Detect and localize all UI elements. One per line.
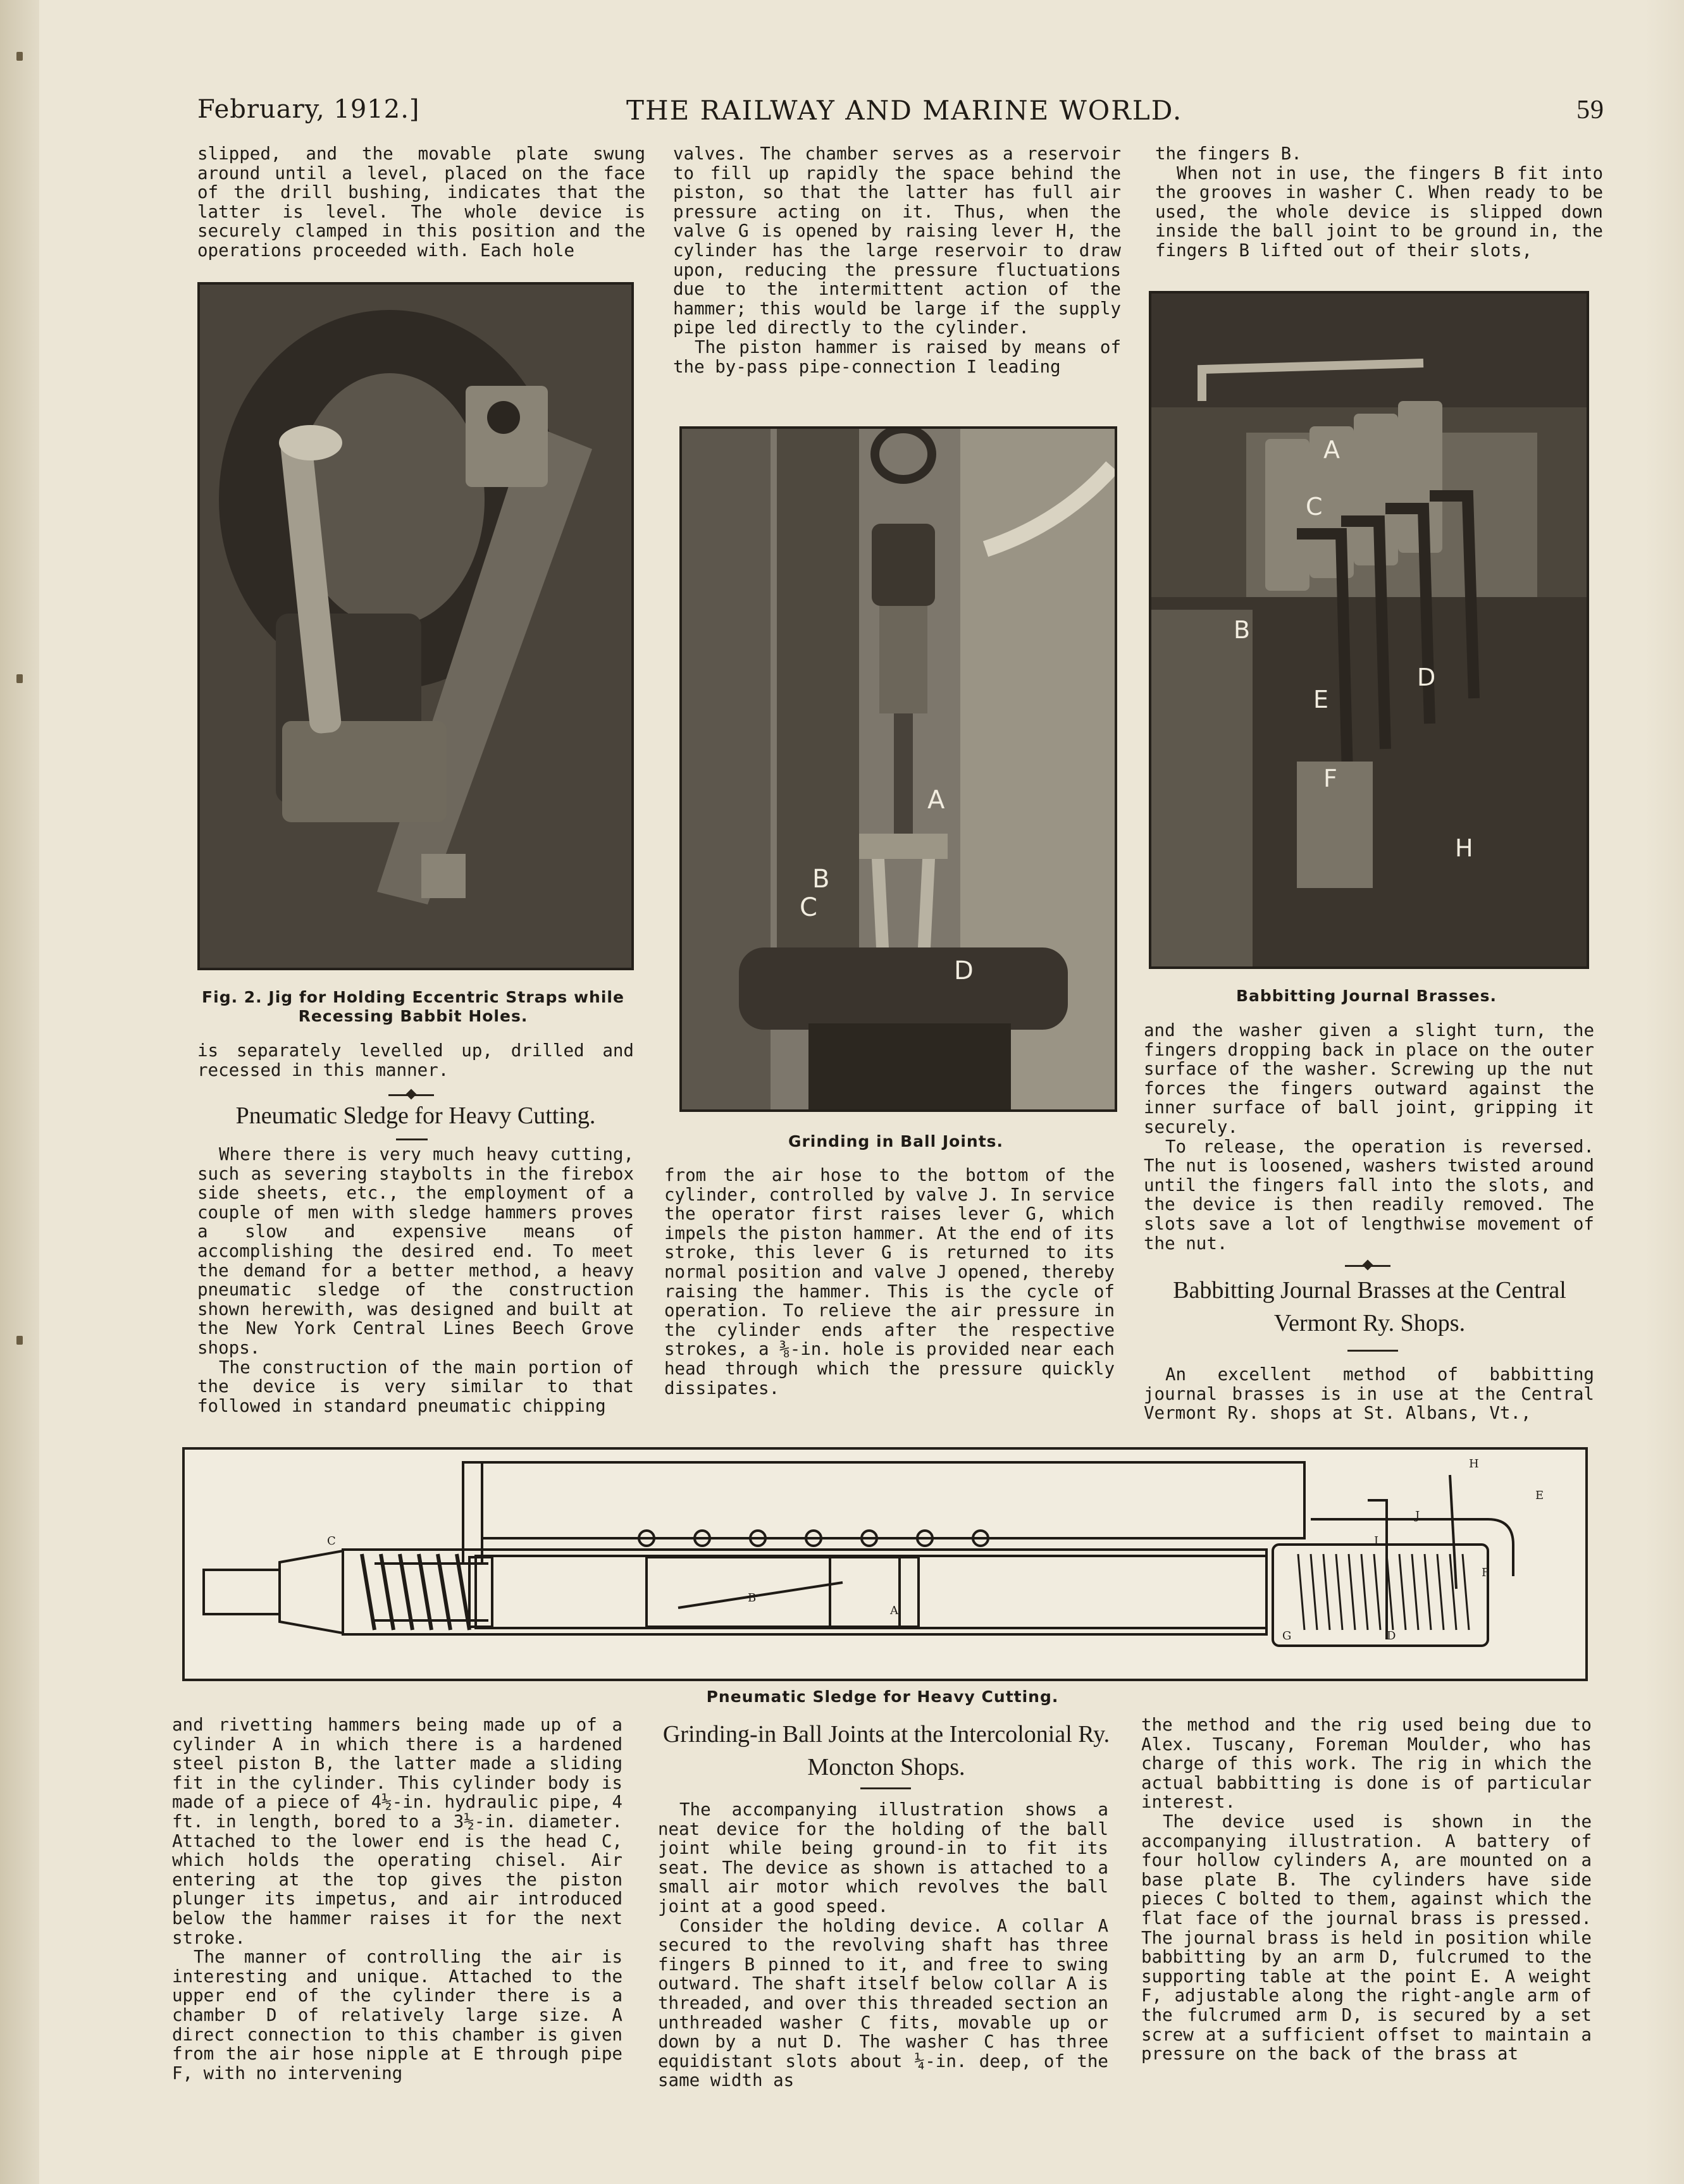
babbit-label-f: F [1323, 765, 1337, 793]
paragraph: Consider the holding device. A collar A secured to the revolving shaft has three fingers B pinned to it, and free to swing outward. The shaft itself below collar A is threaded, and over this threaded section an unthreaded washer C fits, movable up or down by a nut D. The washer C has three equidistant slots about ¼-in. deep, of the same width as [658, 1915, 1108, 2091]
paragraph: from the air hose to the bottom of the cylinder, controlled by valve J. In service the operator first raises lever G, which impels the piston hammer. At the end of its stroke, this lever G is returned to its normal position and valve J opened, thereby raising the hammer. This is the cycle of operation. To relieve the air pressure in the cylinder ends after the respective strokes, a ⅜-in. hole is provided near each head through which the pressure quickly dissipates. [664, 1165, 1115, 1398]
paragraph: the fingers B. [1155, 144, 1302, 164]
babbit-label-c: C [1306, 493, 1323, 521]
sledge-label-f: F [1482, 1566, 1490, 1579]
column-3-top [1155, 144, 1603, 261]
binding-margin [0, 0, 39, 2184]
jig-photo [197, 282, 634, 970]
heading-rule [1347, 1350, 1398, 1352]
paragraph: the method and the rig used being due to Alex. Tuscany, Foreman Moulder, who has charge of this work. The rig in which the actual babbitting is done is of particular interest. [1141, 1715, 1592, 1813]
column-1-bottom [172, 1715, 622, 2083]
sledge-label-e: E [1535, 1489, 1544, 1502]
column-1-top [197, 144, 645, 261]
sledge-diagram-drawing [185, 1450, 1585, 1679]
paragraph: The piston hammer is raised by means of the by-pass pipe-connection I leading [673, 336, 1121, 377]
paragraph: An excellent method of babbitting journal brasses is in use at the Central Vermont Ry. shops at St. Albans, Vt., [1144, 1364, 1594, 1424]
sledge-label-a: A [890, 1604, 898, 1617]
paragraph: slipped, and the movable plate swung around until a level, placed on the face of the drill bushing, indicates that the latter is level. The whole device is securely clamped in this position and the operations proceeded with. Each hole [197, 144, 645, 261]
binding-stitch [16, 52, 23, 61]
section-separator [388, 1094, 434, 1096]
heading-rule [860, 1787, 911, 1789]
column-2-bottom [658, 1800, 1108, 2090]
column-2-top [673, 144, 1121, 376]
column-1-mid2 [197, 1145, 634, 1416]
ball-joint-caption: Grinding in Ball Joints. [788, 1132, 1004, 1151]
ball-label-a: A [927, 786, 945, 815]
paragraph: is separately levelled up, drilled and recessed in this manner. [197, 1040, 634, 1080]
babbit-label-b: B [1234, 616, 1251, 644]
sledge-label-i: I [1374, 1534, 1379, 1548]
binding-stitch [16, 674, 23, 683]
publication-title: THE RAILWAY AND MARINE WORLD. [626, 95, 1183, 126]
fig2-caption: Fig. 2. Jig for Holding Eccentric Straps while Recessing Babbit Holes. [202, 988, 624, 1025]
babbitting-photo [1149, 291, 1589, 969]
sledge-label-c: C [327, 1534, 336, 1548]
babbitting-heading: Babbitting Journal Brasses at the Central Vermont Ry. Shops. [1173, 1277, 1566, 1336]
issue-date: February, 1912.] [197, 95, 420, 124]
babbit-label-e: E [1313, 686, 1329, 713]
grinding-heading: Grinding-in Ball Joints at the Intercolonial Ry. Moncton Shops. [662, 1721, 1110, 1780]
paragraph: valves. The chamber serves as a reservoir to fill up rapidly the space behind the piston, so that the latter has full air pressure acting on it. Thus, when the valve G is opened by raising lever H, the cylinder has the large reservoir to draw upon, reducing the pressure fluctuations due to the intermittent action of the hammer; this would be large if the supply pipe led directly to the cylinder. [673, 144, 1121, 338]
heading-rule [396, 1138, 428, 1140]
column-3-bottom [1141, 1715, 1592, 2064]
paragraph: and the washer given a slight turn, the fingers dropping back in place on the outer surface of the washer. Screwing up the nut forces the fingers outward against the inner surface of ball joint, gripping it securely. [1144, 1020, 1594, 1137]
column-2-mid [664, 1166, 1115, 1398]
sledge-label-g: G [1282, 1629, 1292, 1643]
paragraph: When not in use, the fingers B fit into the grooves in washer C. When ready to be used, the whole device is slipped down inside the ball joint to be ground in, the fingers B lifted out of their slots, [1155, 163, 1603, 261]
babbit-label-a: A [1323, 436, 1340, 464]
ball-joint-photo [679, 426, 1117, 1112]
ball-label-b: B [812, 865, 830, 894]
jig-photo-illustration [200, 285, 631, 968]
babbit-label-d: D [1417, 663, 1436, 691]
paragraph: Where there is very much heavy cutting, such as severing staybolts in the firebox side sheets, etc., the employment of a couple of men with sledge hammers proves a slow and expensive means of accomplishing the desired end. To meet the demand for a better method, a heavy pneumatic sledge of the construction shown herewith, was designed and built at the New York Central Lines Beech Grove shops. [197, 1144, 634, 1358]
column-1-mid [197, 1041, 634, 1080]
paragraph: The manner of controlling the air is interesting and unique. Attached to the upper end of the cylinder there is a chamber D of relatively large size. A direct connection to this chamber is given from the air hose nipple at E through pipe F, with no intervening [172, 1947, 622, 2083]
binding-stitch [16, 1336, 23, 1345]
ball-joint-photo-illustration [682, 429, 1115, 1109]
section-separator [1345, 1265, 1390, 1267]
babbitting-photo-illustration [1151, 293, 1587, 966]
sledge-label-d: D [1387, 1629, 1396, 1643]
paragraph: To release, the operation is reversed. The nut is loosened, washers twisted around until the fingers fall into the slots, and the device is then readily removed. The slots save a lot of lengthwise movement of the nut. [1144, 1136, 1594, 1254]
paragraph: The accompanying illustration shows a neat device for the holding of the ball joint while being ground-in to fit its seat. The device as shown is attached to a small air motor which revolves the ball joint at a good speed. [658, 1799, 1108, 1916]
ball-label-c: C [800, 893, 817, 922]
sledge-label-h: H [1469, 1457, 1479, 1471]
sledge-diagram [182, 1447, 1588, 1681]
column-3-mid [1144, 1021, 1594, 1253]
paragraph: The construction of the main portion of the device is very similar to that followed in standard pneumatic chipping [197, 1357, 634, 1416]
sledge-label-j: J [1415, 1509, 1420, 1522]
sledge-caption: Pneumatic Sledge for Heavy Cutting. [706, 1687, 1059, 1706]
sledge-label-b: B [748, 1591, 757, 1605]
paragraph: and rivetting hammers being made up of a cylinder A in which there is a hardened steel piston B, the latter made a sliding fit in the cylinder. This cylinder body is made of a piece of 4½-in. hydraulic pipe, 4 ft. in length, bored to a 3½-in. diameter. Attached to the lower end is the head C, which holds the operating chisel. Air entering at the top gives the piston plunger its impetus, and air introduced below the hammer raises it for the next stroke. [172, 1715, 622, 1948]
ball-label-d: D [954, 956, 974, 985]
column-3-mid2 [1144, 1365, 1594, 1423]
babbit-label-h: H [1455, 834, 1473, 862]
page-number: 59 [1576, 96, 1604, 125]
sledge-heading: Pneumatic Sledge for Heavy Cutting. [235, 1102, 596, 1129]
babbitting-caption: Babbitting Journal Brasses. [1235, 987, 1497, 1005]
paragraph: The device used is shown in the accompanying illustration. A battery of four hollow cylinders A, are mounted on a base plate B. The cylinders have side pieces C bolted to them, against which the flat face of the journal brass is pressed. The journal brass is held in position while babbitting by an arm D, fulcrumed to the supporting table at the point E. A weight F, adjustable along the right-angle arm of the fulcrumed arm D, is secured by a set screw at a sufficient offset to maintain a pressure on the back of the brass at [1141, 1811, 1592, 2064]
